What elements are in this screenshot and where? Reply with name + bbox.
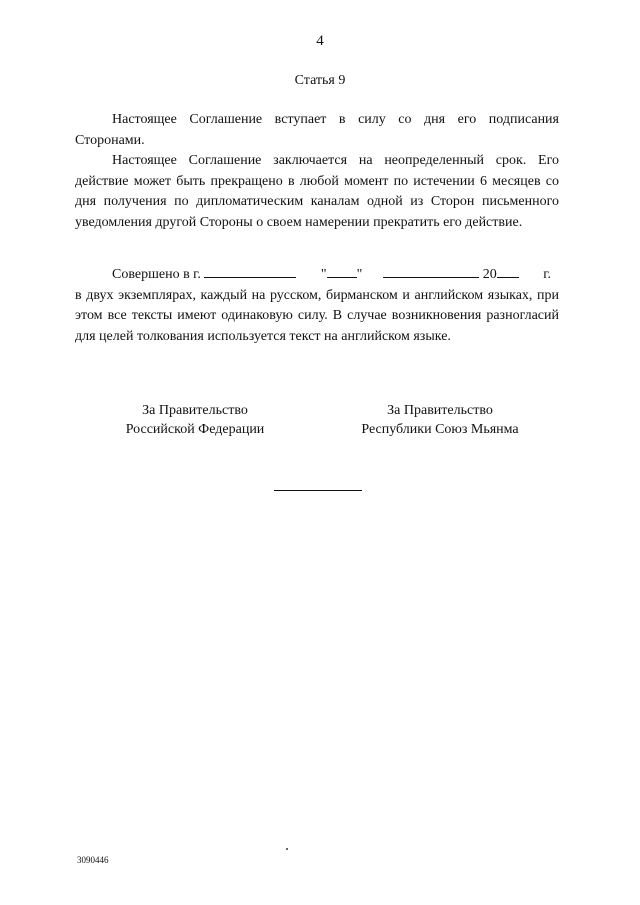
scan-speck xyxy=(286,848,288,850)
article-title: Статья 9 xyxy=(294,73,346,88)
day-blank xyxy=(327,264,357,278)
signature-line2: Республики Союз Мьянма xyxy=(361,422,519,437)
signature-block-myanmar xyxy=(320,401,560,439)
quote-close: " xyxy=(356,267,363,282)
document-code: 3090446 xyxy=(77,855,109,865)
signature-block-russia xyxy=(75,401,315,439)
signing-paragraph xyxy=(75,264,559,347)
year-suffix: г. xyxy=(543,267,551,282)
page-number: 4 xyxy=(316,33,324,49)
signature-line2: Российской Федерации xyxy=(125,422,265,437)
place-blank xyxy=(204,264,296,278)
paragraph-entry-into-force: Настоящее Соглашение вступает в силу со дня его подписания Сторонами. xyxy=(75,112,559,148)
end-of-text-rule xyxy=(274,490,362,491)
article-body xyxy=(75,110,559,233)
quote-open: " xyxy=(320,267,327,282)
year-prefix: 20 xyxy=(482,267,497,282)
month-blank xyxy=(383,264,479,278)
year-blank xyxy=(497,264,519,278)
paragraph-duration: Настоящее Соглашение заключается на неопределенный срок. Его действие может быть прекращено в любой момент по истечении 6 месяцев со дня получения по дипломатическим каналам одной из Сторон письменного уведомления другой Стороны о своем намерении прекратить его действие. xyxy=(75,153,559,230)
signature-line1: За Правительство xyxy=(142,403,248,418)
signing-rest-text: в двух экземплярах, каждый на русском, бирманском и английском языках, при этом все тексты имеют одинаковую силу. В случае возникновения разногласий для целей толкования используется текст на английском языке. xyxy=(75,287,559,344)
signing-place-label: Совершено в г. xyxy=(112,267,201,282)
signing-clause xyxy=(75,264,559,347)
signature-line1: За Правительство xyxy=(387,403,493,418)
